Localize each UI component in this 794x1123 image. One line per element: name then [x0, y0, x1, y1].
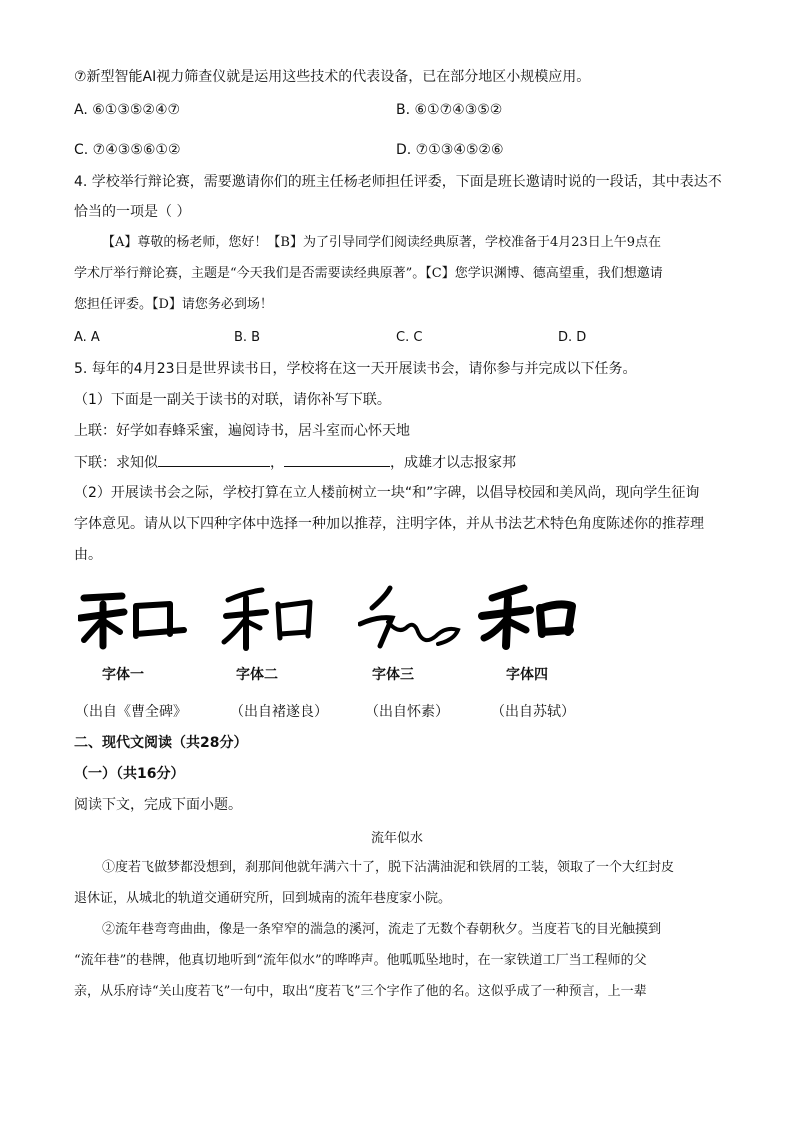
- q3-option-a[interactable]: A. ⑥①③⑤②④⑦: [74, 102, 181, 118]
- q5-sub2-line-2: 字体意见。请从以下四种字体中选择一种加以推荐，注明字体，并从书法艺术特色角度陈述你的推荐理: [74, 516, 704, 532]
- section-2-heading: 二、现代文阅读（共28分）: [74, 735, 248, 751]
- couplet-lower-comma: ，: [270, 455, 284, 471]
- q5-sub2-line-1: （2）开展读书会之际，学校打算在立人楼前树立一块“和”字碑，以倡导校园和美风尚，现向学生征询: [74, 485, 700, 501]
- q4-option-b[interactable]: B. B: [234, 330, 261, 345]
- font-2-label: 字体二: [236, 667, 278, 683]
- q4-passage-line-2: 学术厅举行辩论赛，主题是“今天我们是否需要读经典原著”。【C】您学识渊博、德高望重，我们想邀请: [74, 266, 663, 281]
- answer-blank-2[interactable]: [284, 452, 390, 467]
- article-p2-line-3: 亲，从乐府诗“关山度若飞”一句中，取出“度若飞”三个字作了他的名。这似乎成了一种预言，上一辈: [74, 984, 647, 999]
- reading-instruction: 阅读下文，完成下面小题。: [74, 797, 242, 813]
- font-2-source: （出自褚遂良）: [230, 704, 328, 720]
- q4-stem-line-2: 恰当的一项是（ ）: [74, 204, 191, 220]
- article-p2-line-1: ②流年巷弯弯曲曲，像是一条窄窄的湍急的溪河，流走了无数个春朝秋夕。当度若飞的目光触摸到: [102, 922, 662, 937]
- article-title: 流年似水: [370, 831, 423, 846]
- couplet-lower-prefix: 下联：求知似: [74, 455, 158, 471]
- calligraphy-font-3: [358, 584, 468, 654]
- calligraphy-font-1-image: [78, 584, 188, 654]
- article-p2-line-2: “流年巷”的巷牌，他真切地听到“流年似水”的哗哗声。他呱呱坠地时，在一家铁道工厂当工程师的父: [74, 953, 647, 968]
- couplet-lower-suffix: ，成雄才以志报家邦: [390, 455, 516, 471]
- q4-stem-line-1: 4. 学校举行辩论赛，需要邀请你们的班主任杨老师担任评委，下面是班长邀请时说的一段话，其中表达不: [74, 174, 722, 190]
- q3-option-d[interactable]: D. ⑦①③④⑤②⑥: [396, 142, 504, 158]
- calligraphy-font-3-image: [358, 584, 468, 654]
- q3-sentence-7: ⑦新型智能AI视力筛查仪就是运用这些技术的代表设备，已在部分地区小规模应用。: [74, 69, 591, 85]
- calligraphy-font-2-image: [220, 584, 330, 654]
- article-p1-line-1: ①度若飞做梦都没想到，刹那间他就年满六十了，脱下沾满油泥和铁屑的工装，领取了一个大红封皮: [102, 860, 675, 875]
- calligraphy-font-2: [220, 584, 330, 654]
- q3-option-c[interactable]: C. ⑦④③⑤⑥①②: [74, 142, 181, 158]
- calligraphy-font-4: [478, 584, 588, 654]
- q5-sub2-line-3: 由。: [74, 547, 102, 563]
- article-p1-line-2: 退休证，从城北的轨道交通研究所，回到城南的流年巷度家小院。: [74, 891, 452, 906]
- q4-passage-line-1: 【A】尊敬的杨老师，您好！【B】为了引导同学们阅读经典原著，学校准备于4月23日上午9点在: [102, 235, 662, 250]
- couplet-upper: 上联：好学如春蜂采蜜，遍阅诗书，居斗室而心怀天地: [74, 423, 410, 439]
- answer-blank-1[interactable]: [158, 452, 270, 467]
- q4-option-c[interactable]: C. C: [396, 330, 423, 345]
- q5-stem: 5. 每年的4月23日是世界读书日，学校将在这一天开展读书会，请你参与并完成以下任务。: [74, 361, 637, 377]
- calligraphy-font-1: [78, 584, 188, 654]
- q4-option-a[interactable]: A. A: [74, 330, 100, 345]
- q5-sub1: （1）下面是一副关于读书的对联，请你补写下联。: [74, 392, 391, 408]
- font-4-source: （出自苏轼）: [491, 704, 575, 720]
- calligraphy-font-4-image: [478, 584, 588, 654]
- font-1-label: 字体一: [102, 667, 144, 683]
- q4-passage-line-3: 您担任评委。【D】请您务必到场！: [74, 297, 273, 312]
- font-3-source: （出自怀素）: [365, 704, 449, 720]
- font-1-source: （出自《曹全碑》: [75, 704, 187, 720]
- font-4-label: 字体四: [506, 667, 548, 683]
- q4-option-d[interactable]: D. D: [558, 330, 587, 345]
- q3-option-b[interactable]: B. ⑥①⑦④③⑤②: [396, 102, 503, 118]
- couplet-lower: [74, 452, 516, 473]
- section-2-part-1: （一）（共16分）: [74, 766, 185, 782]
- font-3-label: 字体三: [372, 667, 414, 683]
